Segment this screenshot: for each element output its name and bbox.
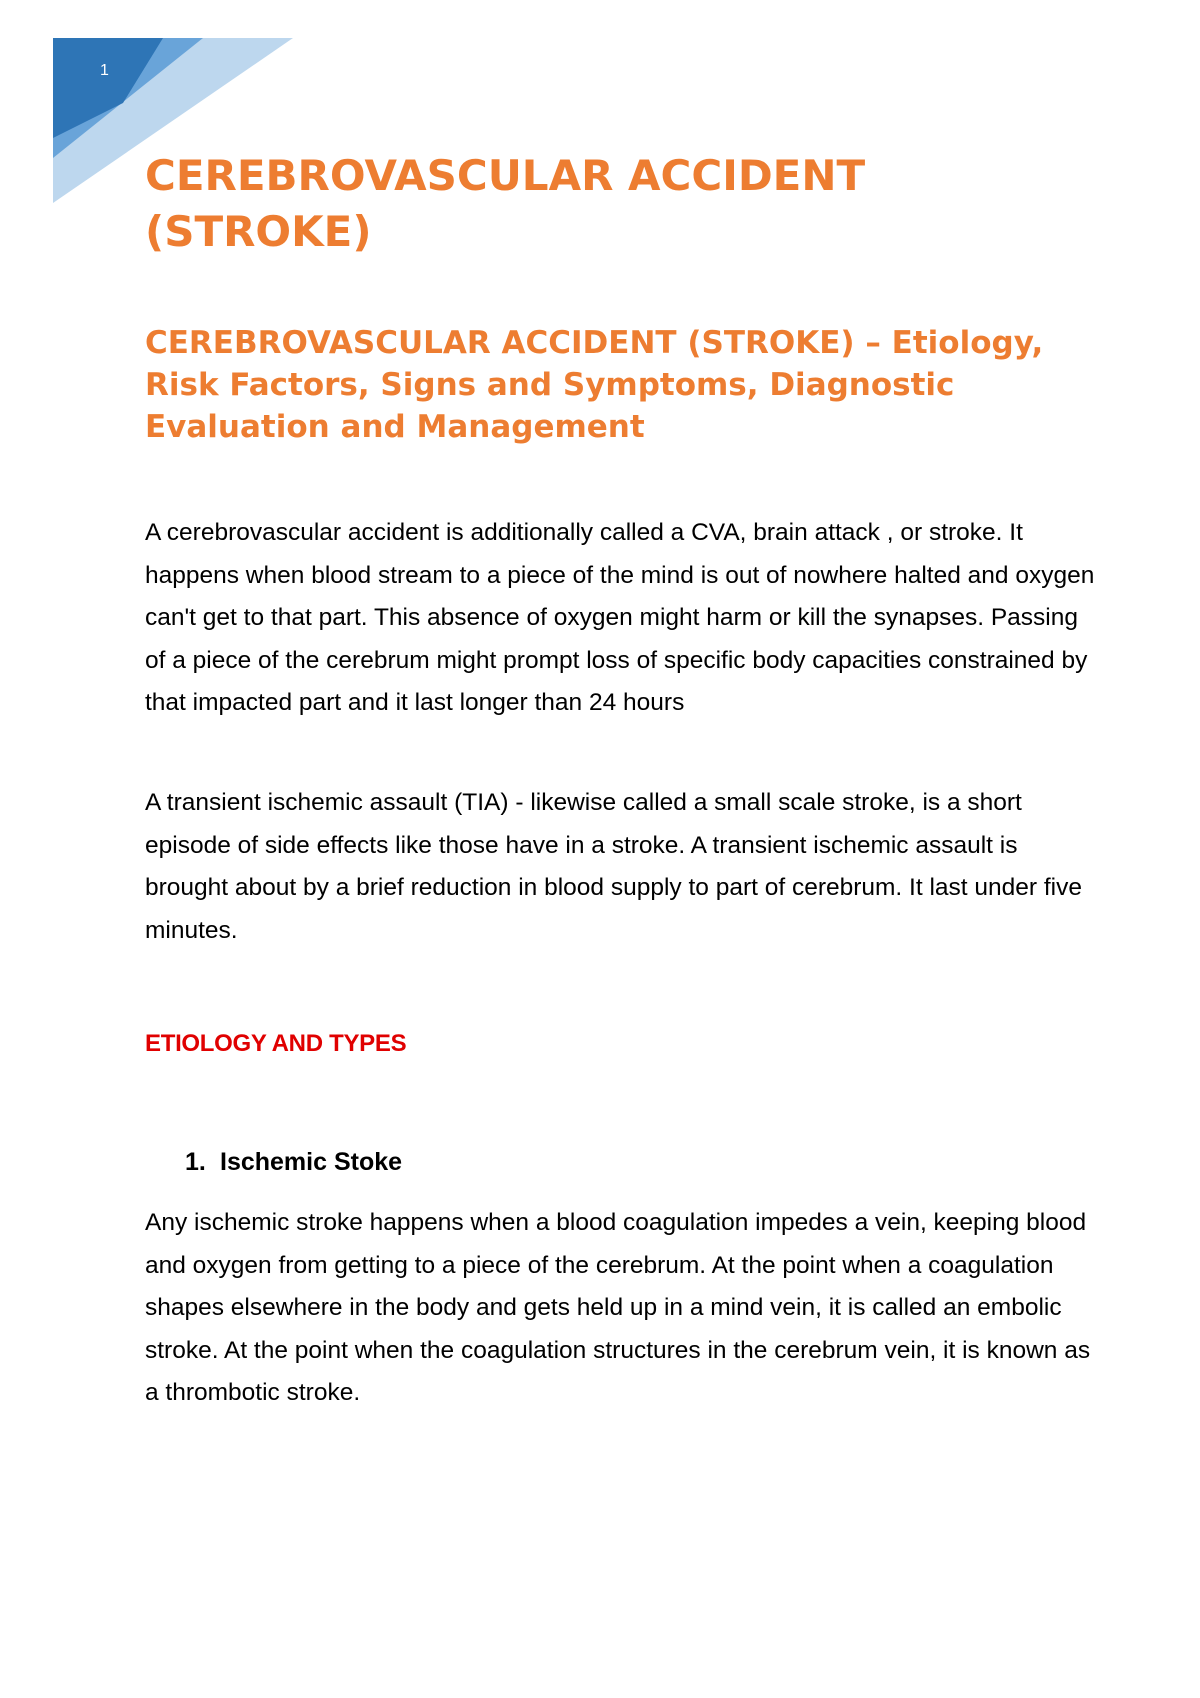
intro-paragraph: A cerebrovascular accident is additionally called a CVA, brain attack , or stroke. It happens when blood stream to a piece of the mind is out of nowhere halted and oxygen can't get to that part. This absence of oxygen might harm or kill the synapses. Passing of a piece of the cerebrum might prompt loss of specific body capacities constrained by that impacted part and it last longer than 24 hours: [145, 519, 1095, 717]
document-title: CEREBROVASCULAR ACCIDENT (STROKE): [145, 151, 866, 256]
list-item-number: 1.: [185, 1148, 206, 1176]
ischemic-stroke-paragraph: Any ischemic stroke happens when a blood coagulation impedes a vein, keeping blood and oxygen from getting to a piece of the cerebrum. At the point when a coagulation shapes elsewhere in the body and gets held up in a mind vein, it is called an embolic stroke. At the point when the coagulation structures in the cerebrum vein, it is known as a thrombotic stroke.: [145, 1209, 1091, 1407]
list-item-ischemic-stroke: [185, 1148, 402, 1177]
page-number: 1: [100, 62, 109, 79]
document-subtitle: CEREBROVASCULAR ACCIDENT (STROKE) – Etiology, Risk Factors, Signs and Symptoms, Diagnostic Evaluation and Management: [145, 325, 1044, 445]
list-item-label: Ischemic Stoke: [220, 1148, 403, 1176]
tia-paragraph: A transient ischemic assault (TIA) - likewise called a small scale stroke, is a short episode of side effects like those have in a stroke. A transient ischemic assault is brought about by a brief reduction in blood supply to part of cerebrum. It last under five minutes.: [145, 789, 1082, 944]
section-heading-etiology: ETIOLOGY AND TYPES: [145, 1030, 407, 1057]
